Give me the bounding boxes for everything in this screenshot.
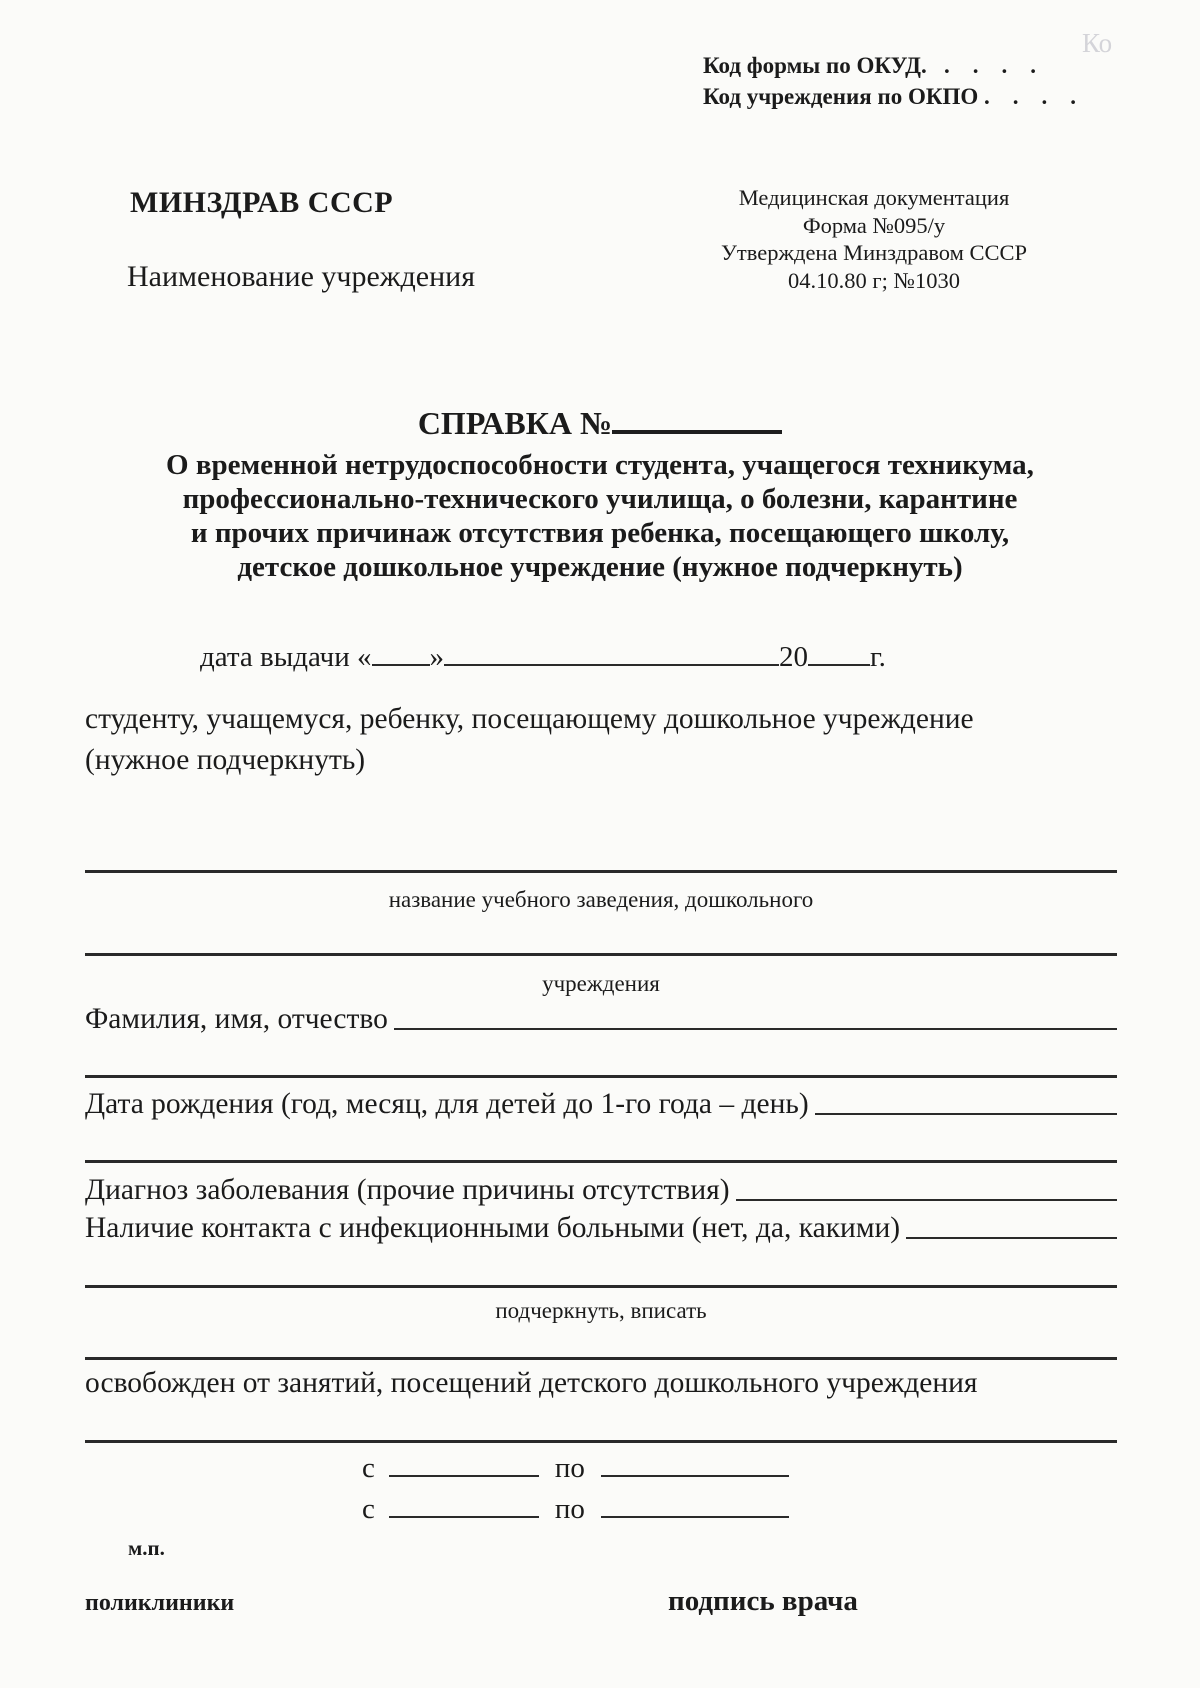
issue-year-suffix: г. (870, 641, 886, 673)
period2-to-label: по (554, 1493, 585, 1525)
certificate-title-row (85, 405, 1115, 442)
certificate-title-text: СПРАВКА № (417, 405, 613, 441)
diagnosis-row (85, 1174, 1117, 1207)
full-name-continuation-line[interactable] (85, 1075, 1117, 1078)
full-name-row (85, 1003, 1117, 1036)
institution-caption-2: учреждения (542, 971, 660, 996)
released-label: освобожден от занятий, посещений детского дошкольного учреждения (85, 1367, 978, 1399)
form-codes-block (703, 50, 1076, 112)
okud-code-line: Код формы по ОКУД. . . . . (703, 53, 1036, 78)
doc-meta-line-4: 04.10.80 г; №1030 (788, 267, 960, 293)
issue-year-prefix: 20 (779, 641, 809, 673)
period2-to-blank[interactable] (601, 1516, 789, 1518)
period2-from-label: с (362, 1493, 375, 1525)
birth-date-blank[interactable] (815, 1113, 1117, 1115)
okpo-code-line: Код учреждения по ОКПО . . . . (703, 84, 1077, 109)
doc-meta-line-3: Утверждена Минздравом СССР (720, 240, 1028, 265)
certificate-number-blank[interactable] (612, 430, 782, 434)
clinic-label: поликлиники (85, 1590, 235, 1616)
period1-from-label: с (362, 1452, 375, 1484)
institution-write-line-1[interactable] (85, 870, 1117, 873)
issue-year-blank[interactable] (808, 664, 870, 666)
recipient-paragraph (85, 699, 1135, 781)
issue-date-label: дата выдачи « (200, 641, 372, 673)
released-write-line-1[interactable] (85, 1357, 1117, 1360)
full-name-blank[interactable] (394, 1028, 1117, 1030)
birth-date-continuation-line[interactable] (85, 1160, 1117, 1163)
certificate-subtitle (70, 448, 1130, 584)
infection-contact-blank[interactable] (906, 1237, 1117, 1239)
infection-contact-label: Наличие контакта с инфекционными больными (нет, да, какими) (85, 1212, 901, 1244)
doctor-signature-label: подпись врача (668, 1585, 858, 1617)
doc-meta-block (688, 184, 1060, 294)
issue-date-close-quote: » (429, 641, 445, 673)
issue-day-blank[interactable] (372, 664, 430, 666)
infection-contact-caption: подчеркнуть, вписать (495, 1298, 707, 1323)
institution-write-line-2[interactable] (85, 953, 1117, 956)
subtitle-line-4: детское дошкольное учреждение (нужное подчеркнуть) (237, 551, 963, 583)
stamp-place-label: м.п. (128, 1536, 165, 1560)
period-row-2 (362, 1493, 789, 1526)
infection-contact-write-line[interactable] (85, 1285, 1117, 1288)
institution-caption-1: название учебного заведения, дошкольного (388, 887, 814, 912)
institution-name-label: Наименование учреждения (127, 260, 476, 293)
subtitle-line-1: О временной нетрудоспособности студента, учащегося техникума, (166, 449, 1034, 481)
doc-meta-line-1: Медицинская документация (738, 185, 1010, 210)
period1-to-label: по (554, 1452, 585, 1484)
birth-date-row (85, 1088, 1117, 1121)
infection-contact-row (85, 1212, 1117, 1245)
ministry-title: МИНЗДРАВ СССР (130, 186, 394, 219)
period1-to-blank[interactable] (601, 1475, 789, 1477)
doc-meta-line-2: Форма №095/у (802, 212, 946, 238)
period2-from-blank[interactable] (389, 1516, 539, 1518)
released-write-line-2[interactable] (85, 1440, 1117, 1443)
diagnosis-label: Диагноз заболевания (прочие причины отсутствия) (85, 1174, 730, 1206)
subtitle-line-2: профессионально-технического училища, о болезни, карантине (182, 483, 1018, 515)
scan-artifact-text: Ко (1082, 28, 1113, 58)
issue-month-blank[interactable] (444, 664, 779, 666)
period-row-1 (362, 1452, 789, 1485)
diagnosis-blank[interactable] (736, 1199, 1117, 1201)
full-name-label: Фамилия, имя, отчество (85, 1003, 388, 1035)
issue-date-row (200, 641, 886, 674)
birth-date-label: Дата рождения (год, месяц, для детей до 1-го года – день) (85, 1088, 809, 1120)
period1-from-blank[interactable] (389, 1475, 539, 1477)
subtitle-line-3: и прочих причинаж отсутствия ребенка, посещающего школу, (190, 517, 1010, 549)
recipient-line-1: студенту, учащемуся, ребенку, посещающему дошкольное учреждение (85, 703, 974, 735)
recipient-line-2: (нужное подчеркнуть) (85, 744, 366, 776)
